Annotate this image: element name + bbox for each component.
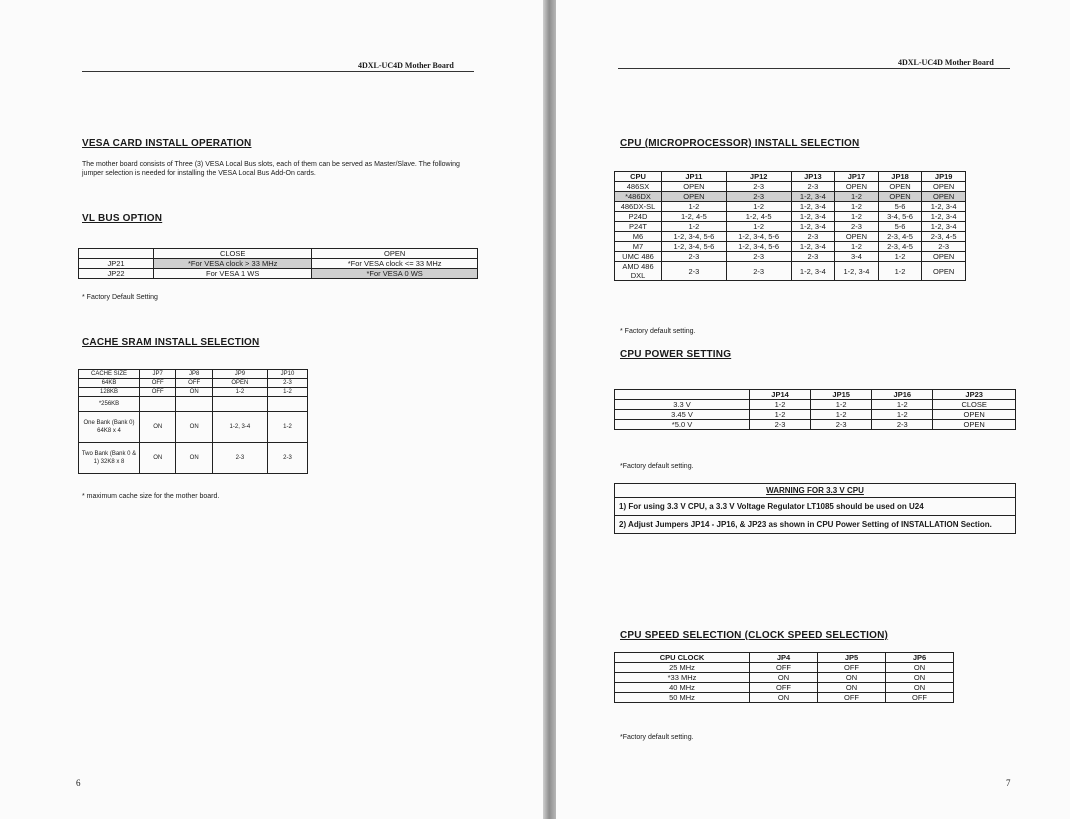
warning-title: WARNING FOR 3.3 V CPU (615, 484, 1015, 498)
speed-note: *Factory default setting. (620, 734, 694, 741)
table-cell: OFF (750, 663, 818, 673)
table-cell: 1-2 (835, 242, 879, 252)
cache-title: CACHE SRAM INSTALL SELECTION (82, 337, 260, 348)
table-cell: M7 (615, 242, 662, 252)
table-cell: 1-2 (726, 222, 791, 232)
table-header: JP18 (878, 172, 922, 182)
table-cell: 2-3 (267, 379, 307, 388)
table-cell: CLOSE (933, 400, 1016, 410)
page-number: 7 (1006, 778, 1011, 788)
table-cell: OFF (886, 693, 954, 703)
vesa-title: VESA CARD INSTALL OPERATION (82, 138, 252, 149)
table-row (615, 232, 966, 242)
table-cell: P24T (615, 222, 662, 232)
table-header: JP17 (835, 172, 879, 182)
table-cell: *5.0 V (615, 420, 750, 430)
table-cell: 1-2, 3-4 (791, 262, 835, 281)
table-cell: 1-2, 3-4 (922, 202, 966, 212)
table-header-row (79, 370, 308, 379)
table-cell: JP21 (79, 259, 154, 269)
table-cell: 1-2, 3-4, 5-6 (726, 232, 791, 242)
table-cell: ON (176, 388, 212, 397)
table-cell: P24D (615, 212, 662, 222)
table-cell: 2-3, 4-5 (878, 242, 922, 252)
power-table (614, 389, 1016, 430)
table-header: JP11 (662, 172, 727, 182)
warning-item: 2) Adjust Jumpers JP14 - JP16, & JP23 as shown in CPU Power Setting of INSTALLATION Section. (619, 520, 992, 529)
table-header: CLOSE (154, 249, 312, 259)
table-header: CPU CLOCK (615, 653, 750, 663)
table-cell: Two Bank (Bank 0 & 1) 32K8 x 8 (79, 443, 140, 474)
table-cell: 2-3 (726, 252, 791, 262)
vlbus-note: * Factory Default Setting (82, 294, 158, 301)
table-cell: OPEN (933, 420, 1016, 430)
table-cell: 1-2 (267, 412, 307, 443)
vlbus-table (78, 248, 478, 279)
table-header (615, 390, 750, 400)
table-cell: OPEN (922, 192, 966, 202)
cache-note: * maximum cache size for the mother board. (82, 493, 220, 500)
table-cell: 1-2 (878, 252, 922, 262)
table-cell: 2-3 (872, 420, 933, 430)
table-cell: OFF (176, 379, 212, 388)
table-cell: OFF (140, 379, 176, 388)
table-cell: 486DX-SL (615, 202, 662, 212)
table-cell (140, 397, 176, 412)
table-cell: 3-4, 5-6 (878, 212, 922, 222)
table-cell: 50 MHz (615, 693, 750, 703)
table-row (615, 420, 1016, 430)
table-cell: 1-2 (662, 202, 727, 212)
table-row (615, 242, 966, 252)
table-cell: 1-2 (811, 400, 872, 410)
cpu-note: * Factory default setting. (620, 328, 696, 335)
power-note: *Factory default setting. (620, 463, 694, 470)
cache-table (78, 369, 308, 474)
table-cell: OPEN (662, 182, 727, 192)
table-cell: OPEN (212, 379, 267, 388)
table-cell: OPEN (835, 232, 879, 242)
table-cell: One Bank (Bank 0) 64K8 x 4 (79, 412, 140, 443)
table-cell: 1-2 (872, 410, 933, 420)
table-cell: *33 MHz (615, 673, 750, 683)
table-row (615, 663, 954, 673)
table-cell: 2-3 (791, 182, 835, 192)
table-row (79, 397, 308, 412)
table-cell: 2-3, 4-5 (878, 232, 922, 242)
table-header: JP23 (933, 390, 1016, 400)
table-cell: 1-2 (662, 222, 727, 232)
table-cell: 1-2 (267, 388, 307, 397)
table-cell: 5-6 (878, 202, 922, 212)
warning-box (614, 483, 1016, 534)
table-cell: 1-2, 3-4 (922, 222, 966, 232)
page-header: 4DXL-UC4D Mother Board (358, 61, 454, 70)
table-cell: OFF (750, 683, 818, 693)
warning-item: 1) For using 3.3 V CPU, a 3.3 V Voltage Regulator LT1085 should be used on U24 (615, 498, 1015, 516)
table-header: JP12 (726, 172, 791, 182)
table-cell: AMD 486 DXL (615, 262, 662, 281)
table-cell (267, 397, 307, 412)
table-row (615, 212, 966, 222)
speed-title: CPU SPEED SELECTION (CLOCK SPEED SELECTION) (620, 630, 889, 641)
table-cell: OPEN (662, 192, 727, 202)
table-cell: 1-2, 3-4 (922, 212, 966, 222)
table-header: JP10 (267, 370, 307, 379)
table-cell: 1-2, 3-4 (791, 242, 835, 252)
table-cell: 1-2 (750, 410, 811, 420)
power-title: CPU POWER SETTING (620, 349, 732, 360)
table-cell: 2-3 (726, 262, 791, 281)
table-cell: 1-2, 3-4 (791, 202, 835, 212)
table-header: JP6 (886, 653, 954, 663)
table-header: JP19 (922, 172, 966, 182)
table-cell: OFF (818, 663, 886, 673)
table-cell: OPEN (922, 262, 966, 281)
table-cell: ON (818, 683, 886, 693)
table-header: OPEN (312, 249, 478, 259)
right-page (556, 0, 1070, 819)
table-cell: UMC 486 (615, 252, 662, 262)
table-cell: OPEN (835, 182, 879, 192)
table-cell: 2-3 (726, 182, 791, 192)
table-cell: 40 MHz (615, 683, 750, 693)
speed-table (614, 652, 954, 703)
table-header: JP9 (212, 370, 267, 379)
table-cell: 2-3 (212, 443, 267, 474)
table-cell: 2-3 (750, 420, 811, 430)
table-cell: 1-2 (872, 400, 933, 410)
table-cell: 1-2, 3-4, 5-6 (662, 232, 727, 242)
table-cell: ON (176, 412, 212, 443)
table-header-row (615, 653, 954, 663)
table-row (615, 202, 966, 212)
table-cell: 2-3 (267, 443, 307, 474)
table-cell: 1-2, 4-5 (726, 212, 791, 222)
table-cell: 2-3 (726, 192, 791, 202)
table-row (615, 192, 966, 202)
table-cell: *For VESA clock > 33 MHz (154, 259, 312, 269)
table-cell: 1-2, 3-4 (791, 192, 835, 202)
table-cell: ON (140, 412, 176, 443)
table-header: CACHE SIZE (79, 370, 140, 379)
table-row (615, 410, 1016, 420)
table-header: JP14 (750, 390, 811, 400)
table-cell: *486DX (615, 192, 662, 202)
table-cell: 1-2 (811, 410, 872, 420)
table-cell: ON (886, 663, 954, 673)
table-row (79, 388, 308, 397)
table-header: JP5 (818, 653, 886, 663)
table-row (615, 400, 1016, 410)
cpu-table (614, 171, 966, 281)
table-cell: OFF (818, 693, 886, 703)
table-row (615, 222, 966, 232)
table-row (615, 693, 954, 703)
table-row (615, 683, 954, 693)
table-cell: 1-2, 4-5 (662, 212, 727, 222)
table-row (615, 182, 966, 192)
table-cell (212, 397, 267, 412)
table-cell: 1-2, 3-4 (835, 262, 879, 281)
table-cell: ON (140, 443, 176, 474)
table-row (615, 252, 966, 262)
table-cell: ON (886, 683, 954, 693)
table-row (79, 269, 478, 279)
table-cell: 64KB (79, 379, 140, 388)
table-cell: 1-2, 3-4 (212, 412, 267, 443)
table-cell: 1-2 (835, 202, 879, 212)
table-cell: OPEN (878, 192, 922, 202)
table-cell: 1-2 (212, 388, 267, 397)
table-row (615, 673, 954, 683)
page-header: 4DXL-UC4D Mother Board (898, 58, 994, 67)
table-cell: 2-3 (922, 242, 966, 252)
table-header: JP16 (872, 390, 933, 400)
table-cell: 2-3 (791, 232, 835, 242)
table-cell: 1-2, 3-4, 5-6 (726, 242, 791, 252)
table-header-row (615, 390, 1016, 400)
table-cell: 2-3 (811, 420, 872, 430)
table-header: JP15 (811, 390, 872, 400)
table-cell: For VESA 1 WS (154, 269, 312, 279)
table-cell: M6 (615, 232, 662, 242)
table-cell: 1-2 (835, 212, 879, 222)
table-cell: 128KB (79, 388, 140, 397)
table-header (79, 249, 154, 259)
table-cell: 3-4 (835, 252, 879, 262)
table-cell: 2-3, 4-5 (922, 232, 966, 242)
table-cell: JP22 (79, 269, 154, 279)
table-cell: 486SX (615, 182, 662, 192)
table-cell: 3.3 V (615, 400, 750, 410)
table-cell: 1-2 (726, 202, 791, 212)
table-cell: 1-2 (750, 400, 811, 410)
table-cell: 2-3 (835, 222, 879, 232)
table-cell: OFF (140, 388, 176, 397)
table-cell: ON (176, 443, 212, 474)
table-cell: 1-2, 3-4 (791, 222, 835, 232)
table-cell: ON (750, 693, 818, 703)
table-cell: OPEN (922, 182, 966, 192)
vlbus-title: VL BUS OPTION (82, 213, 163, 224)
table-cell: OPEN (922, 252, 966, 262)
table-cell: 3.45 V (615, 410, 750, 420)
vesa-paragraph: The mother board consists of Three (3) VESA Local Bus slots, each of them can be served as Master/Slave. The following jumper selection is needed for installing the VESA Local Bus Add-On cards. (82, 161, 460, 177)
table-header: JP7 (140, 370, 176, 379)
table-cell: *For VESA clock <= 33 MHz (312, 259, 478, 269)
table-row (79, 412, 308, 443)
table-cell: 1-2, 3-4 (791, 212, 835, 222)
table-cell (176, 397, 212, 412)
header-rule (82, 71, 474, 72)
table-header: CPU (615, 172, 662, 182)
table-header-row (79, 249, 478, 259)
table-cell: 2-3 (662, 262, 727, 281)
table-header-row (615, 172, 966, 182)
table-row (615, 262, 966, 281)
table-cell: ON (818, 673, 886, 683)
table-cell: ON (750, 673, 818, 683)
table-cell: 1-2, 3-4, 5-6 (662, 242, 727, 252)
table-cell: ON (886, 673, 954, 683)
table-cell: 2-3 (791, 252, 835, 262)
table-cell: *For VESA 0 WS (312, 269, 478, 279)
table-header: JP4 (750, 653, 818, 663)
header-rule (618, 68, 1010, 69)
table-cell: OPEN (933, 410, 1016, 420)
table-cell: *256KB (79, 397, 140, 412)
book-spine (543, 0, 557, 819)
table-cell: 2-3 (662, 252, 727, 262)
table-cell: 1-2 (835, 192, 879, 202)
table-header: JP8 (176, 370, 212, 379)
table-cell: 5-6 (878, 222, 922, 232)
table-header: JP13 (791, 172, 835, 182)
table-row (79, 443, 308, 474)
table-row (79, 259, 478, 269)
table-cell: 25 MHz (615, 663, 750, 673)
table-cell: OPEN (878, 182, 922, 192)
table-row (79, 379, 308, 388)
cpu-title: CPU (MICROPROCESSOR) INSTALL SELECTION (620, 138, 860, 149)
page-number: 6 (76, 778, 81, 788)
table-cell: 1-2 (878, 262, 922, 281)
